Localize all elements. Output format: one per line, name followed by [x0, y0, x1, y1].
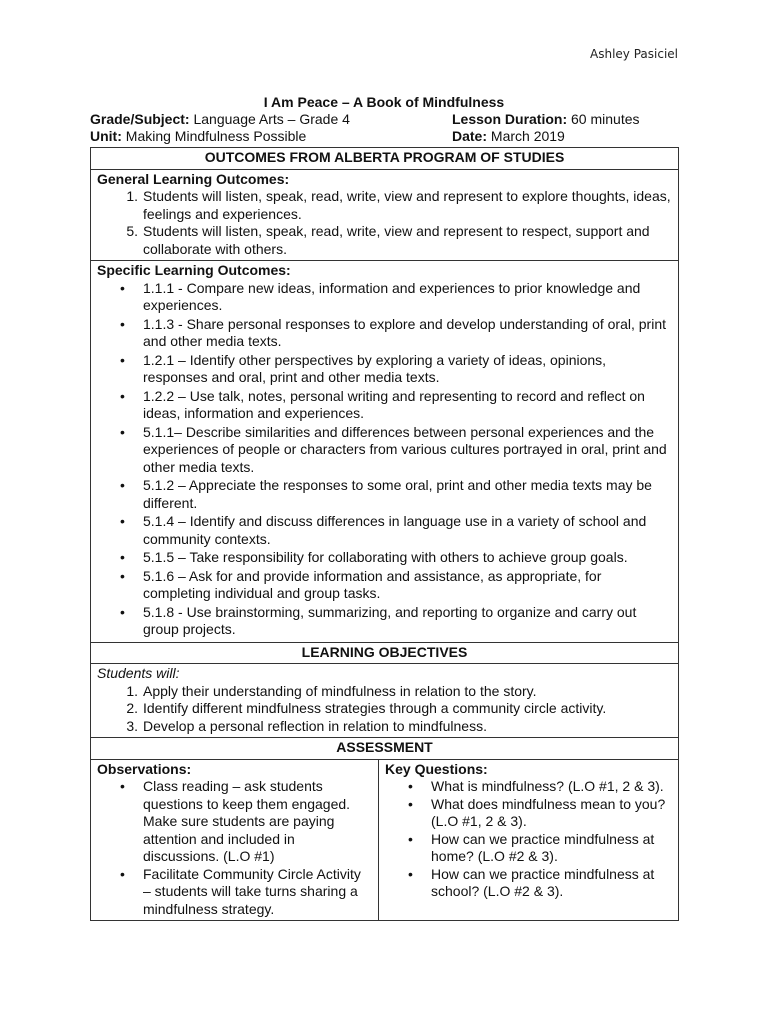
bullet-icon: • — [120, 567, 125, 584]
bullet-icon: • — [120, 549, 125, 565]
list-text: 5.1.1– Describe similarities and differences between personal experiences and the experiences of people or characters from various cultures portrayed in oral, print and other media texts. — [143, 423, 667, 475]
list-number: 2. — [126, 700, 138, 716]
list-item — [97, 568, 672, 603]
list-item — [97, 513, 672, 548]
list-item — [97, 223, 672, 258]
key-questions-cell — [379, 759, 679, 921]
unit-value: Making Mindfulness Possible — [121, 128, 307, 144]
list-item — [97, 604, 672, 639]
bullet-icon: • — [120, 315, 125, 332]
list-text: 1.1.3 - Share personal responses to explore and develop understanding of oral, print and other media texts. — [143, 315, 667, 349]
list-item — [385, 866, 672, 901]
bullet-icon: • — [120, 477, 125, 493]
list-text: 5.1.5 – Take responsibility for collaborating with others to achieve group goals. — [143, 549, 628, 565]
general-outcomes-list — [97, 188, 672, 258]
list-item — [97, 316, 672, 351]
bullet-icon: • — [120, 513, 125, 529]
observations-cell — [91, 759, 379, 921]
bullet-icon: • — [120, 387, 125, 404]
list-item — [385, 796, 672, 831]
list-text: 1.1.1 - Compare new ideas, information and experiences to prior knowledge and experiences. — [143, 279, 641, 313]
objectives-list — [97, 683, 672, 736]
list-item — [97, 700, 672, 718]
list-item — [385, 831, 672, 866]
list-text: 5.1.8 - Use brainstorming, summarizing, and reporting to organize and carry out group projects. — [143, 603, 637, 637]
list-item — [97, 352, 672, 387]
date-label: Date: — [452, 128, 488, 144]
bullet-icon: • — [120, 279, 125, 296]
bullet-icon: • — [408, 830, 413, 847]
list-item — [97, 718, 672, 736]
list-text: 1.2.2 – Use talk, notes, personal writing and representing to record and reflect on ideas, information and experiences. — [143, 387, 645, 421]
assessment-header: ASSESSMENT — [91, 738, 679, 760]
bullet-icon: • — [120, 423, 125, 440]
list-item — [97, 477, 672, 512]
list-item — [97, 388, 672, 423]
list-item — [97, 188, 672, 223]
list-text: Students will listen, speak, read, write, view and represent to explore thoughts, ideas, feelings and experiences. — [143, 188, 671, 222]
list-text: Class reading – ask students questions to keep them engaged. Make sure students are paying attention and included in discussions. (L.O #1) — [143, 778, 351, 864]
list-item — [97, 683, 672, 701]
list-text: Facilitate Community Circle Activity – students will take turns sharing a mindfulness strategy. — [143, 865, 361, 917]
list-text: Identify different mindfulness strategies through a community circle activity. — [143, 700, 607, 716]
key-questions-list — [385, 778, 672, 901]
list-item — [97, 866, 372, 919]
grade-label: Grade/Subject: — [90, 111, 190, 127]
list-item — [97, 549, 672, 567]
list-text: 5.1.2 – Appreciate the responses to some oral, print and other media texts may be different. — [143, 477, 652, 511]
key-questions-label: Key Questions: — [385, 760, 488, 777]
lesson-title: I Am Peace – A Book of Mindfulness — [263, 94, 505, 110]
specific-outcomes-list — [97, 280, 672, 639]
general-outcomes-label: General Learning Outcomes: — [97, 170, 290, 187]
duration-label: Lesson Duration: — [452, 111, 568, 127]
list-text: What does mindfulness mean to you? (L.O #1, 2 & 3). — [431, 795, 666, 829]
date-value: March 2019 — [487, 128, 565, 144]
list-text: How can we practice mindfulness at school? (L.O #2 & 3). — [431, 865, 655, 899]
list-item — [97, 424, 672, 477]
list-text: Apply their understanding of mindfulness in relation to the story. — [143, 682, 537, 699]
list-text: 5.1.4 – Identify and discuss differences in language use in a variety of school and community contexts. — [143, 513, 647, 547]
list-text: What is mindfulness? (L.O #1, 2 & 3). — [431, 778, 664, 794]
objectives-cell — [91, 664, 679, 738]
list-item — [385, 778, 672, 796]
list-number: 3. — [126, 717, 138, 734]
lesson-header — [90, 94, 678, 145]
objectives-intro: Students will: — [97, 665, 180, 681]
unit-label: Unit: — [90, 128, 122, 144]
list-item — [97, 280, 672, 315]
list-item — [97, 778, 372, 866]
duration-value: 60 minutes — [567, 111, 640, 127]
bullet-icon: • — [408, 865, 413, 882]
list-number: 1. — [126, 188, 138, 204]
list-number: 5. — [126, 223, 138, 239]
objectives-header: LEARNING OBJECTIVES — [91, 642, 679, 664]
bullet-icon: • — [120, 351, 125, 368]
list-text: How can we practice mindfulness at home? (L.O #2 & 3). — [431, 830, 655, 864]
bullet-icon: • — [408, 778, 413, 794]
bullet-icon: • — [120, 603, 125, 620]
specific-outcomes-label: Specific Learning Outcomes: — [97, 262, 291, 278]
bullet-icon: • — [120, 778, 125, 794]
general-outcomes-cell — [91, 169, 679, 261]
grade-value: Language Arts – Grade 4 — [189, 111, 350, 127]
observations-label: Observations: — [97, 760, 192, 777]
lesson-plan-table — [90, 147, 679, 921]
bullet-icon: • — [120, 865, 125, 882]
list-number: 1. — [126, 682, 138, 699]
list-text: 5.1.6 – Ask for and provide information and assistance, as appropriate, for completing individual and group tasks. — [143, 567, 602, 601]
specific-outcomes-cell — [91, 261, 679, 643]
outcomes-header: OUTCOMES FROM ALBERTA PROGRAM OF STUDIES — [91, 148, 679, 170]
meta-row-unit — [90, 128, 678, 145]
observations-list — [97, 778, 372, 918]
list-text: 1.2.1 – Identify other perspectives by exploring a variety of ideas, opinions, responses and oral, print and other media texts. — [143, 351, 607, 385]
author-name: Ashley Pasiciel — [590, 47, 678, 61]
list-text: Develop a personal reflection in relation to mindfulness. — [143, 717, 487, 734]
meta-row-grade — [90, 111, 678, 128]
bullet-icon: • — [408, 795, 413, 812]
list-text: Students will listen, speak, read, write, view and represent to respect, support and collaborate with others. — [143, 223, 650, 257]
